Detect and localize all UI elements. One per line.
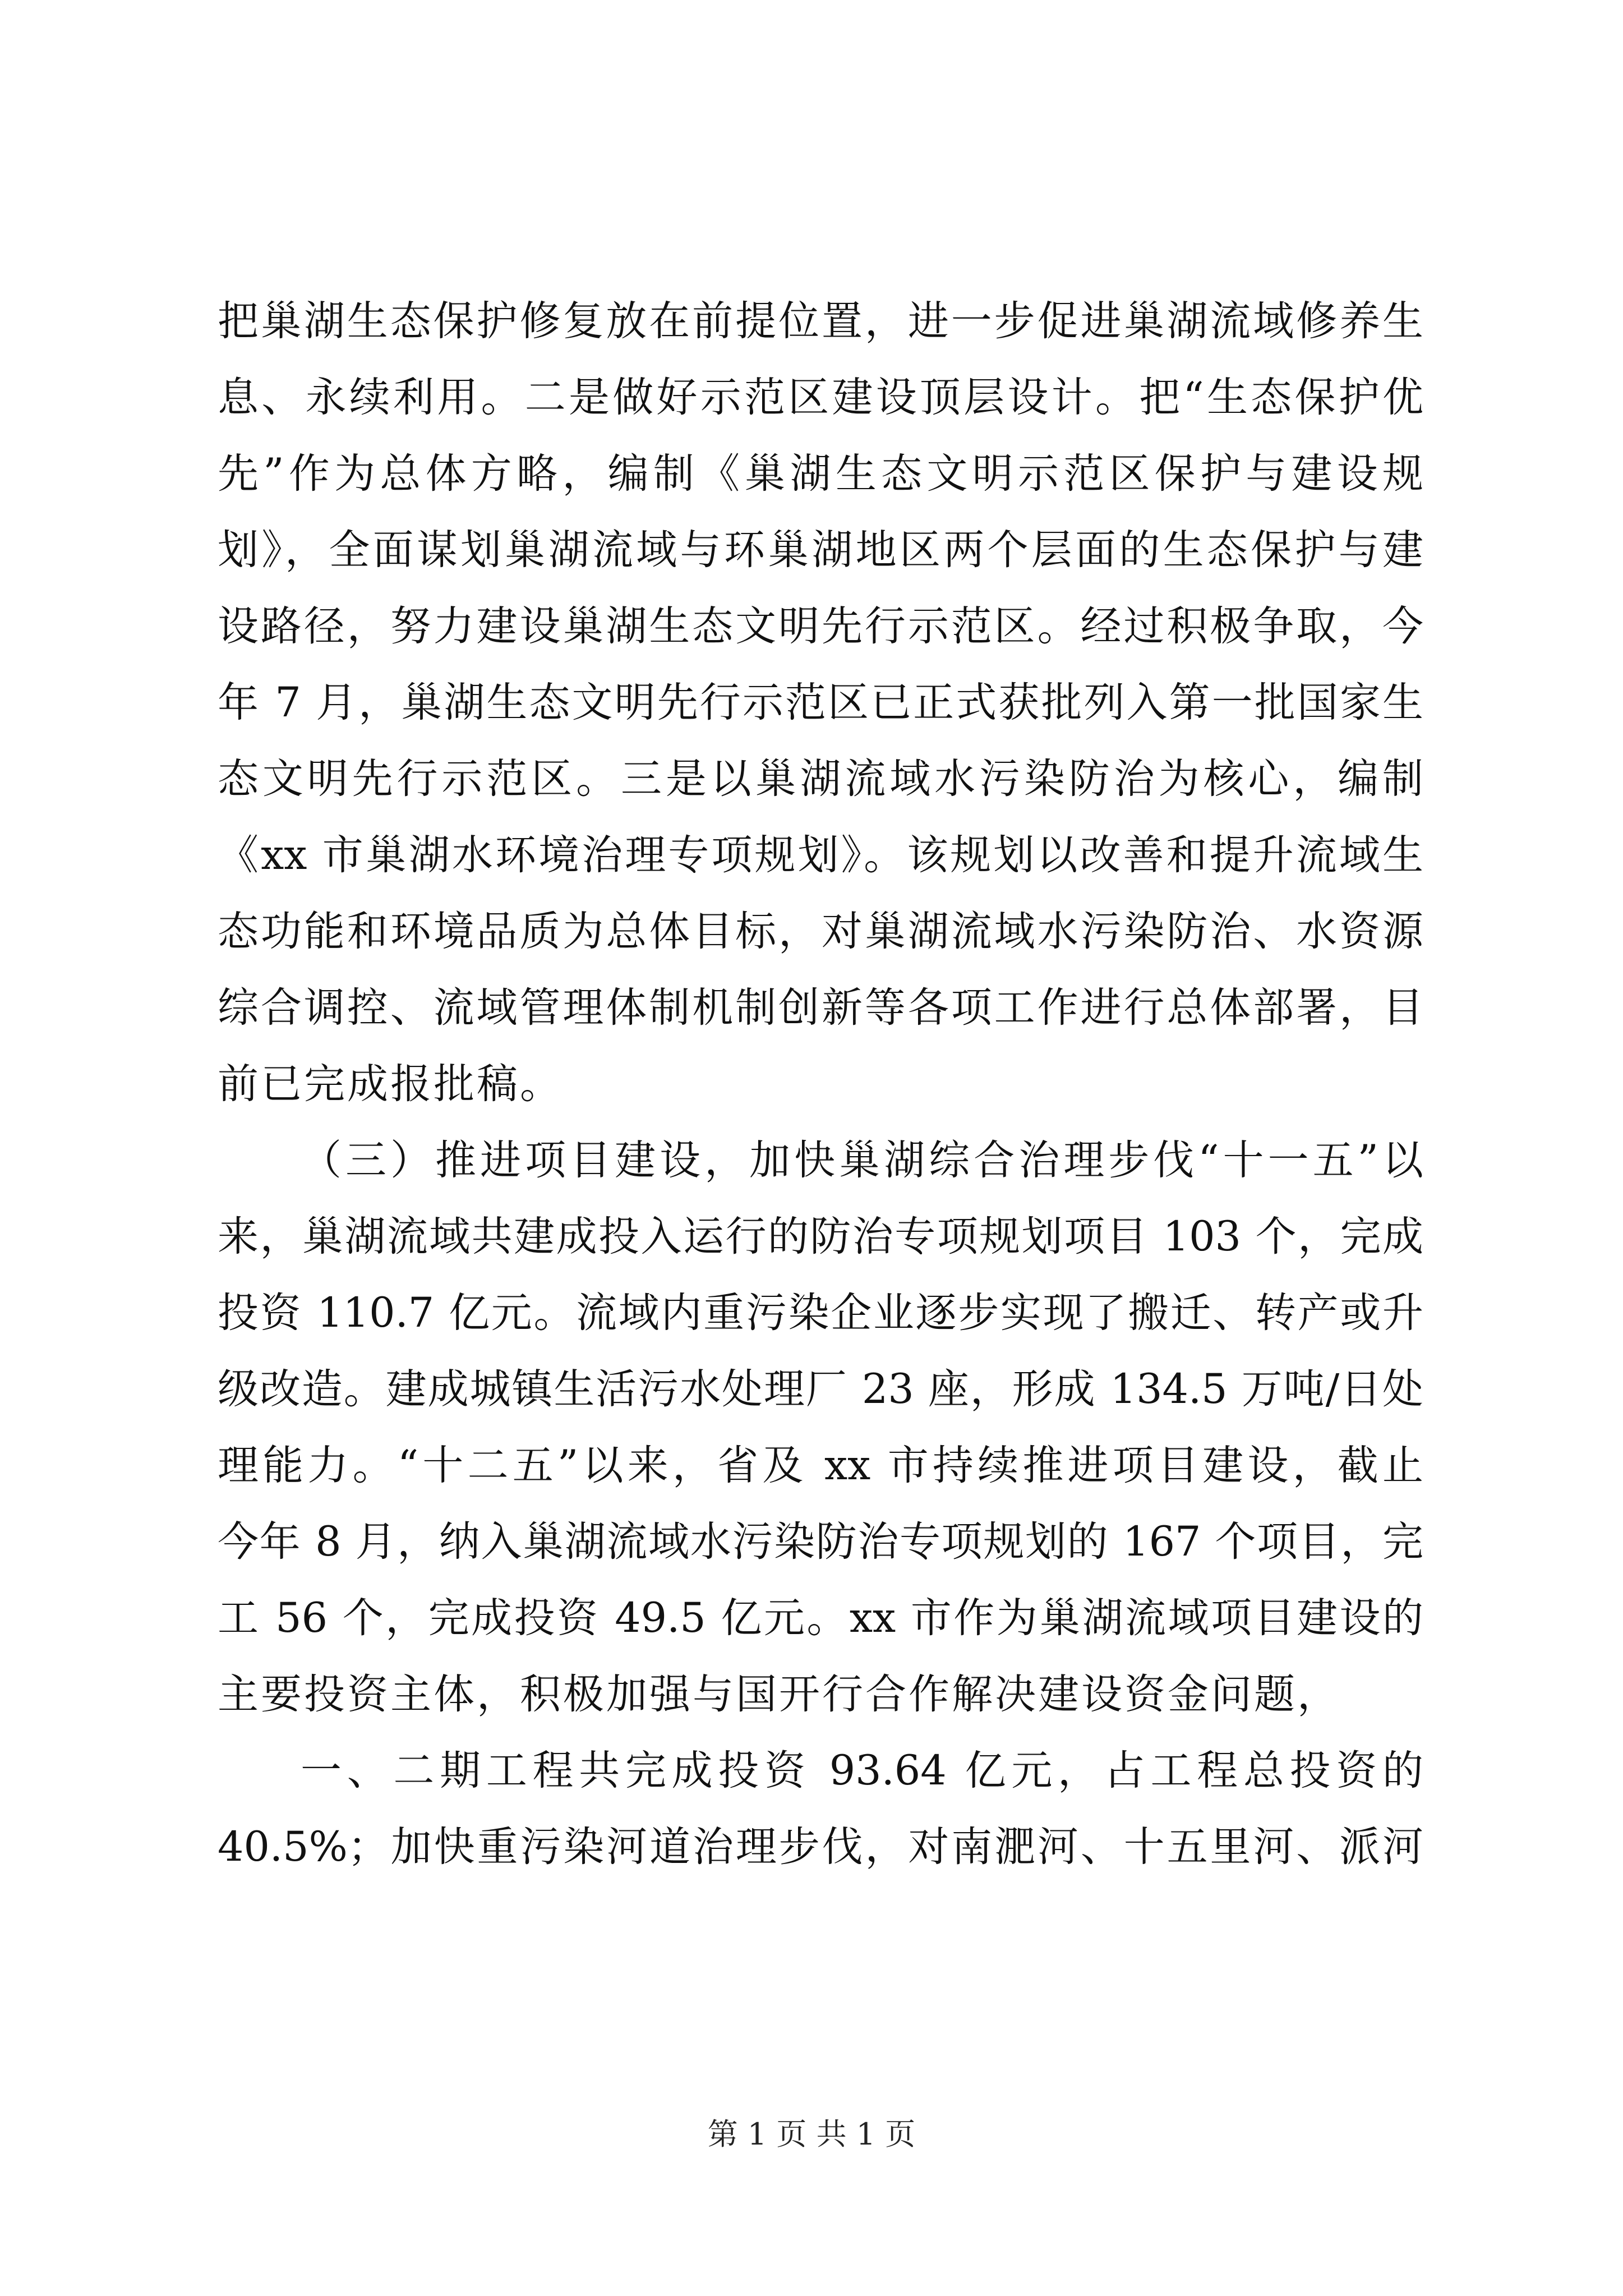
text-line: 前已完成报批稿。 [218, 1060, 563, 1108]
text-line: 级改造。建成城镇生活污水处理厂 23 座，形成 134.5 万吨/日处 [218, 1365, 1423, 1413]
section-heading-line: （三）推进项目建设，加快巢湖综合治理步伐“十一五”以 [301, 1137, 1423, 1184]
text-line: 态文明先行示范区。三是以巢湖流域水污染防治为核心，编制 [218, 755, 1423, 803]
text-line: 先”作为总体方略，编制《巢湖生态文明示范区保护与建设规 [218, 450, 1423, 498]
text-line: 把巢湖生态保护修复放在前提位置，进一步促进巢湖流域修养生 [218, 297, 1423, 345]
text-line: 工 56 个，完成投资 49.5 亿元。xx 市作为巢湖流域项目建设的 [218, 1594, 1423, 1642]
text-line: 息、永续利用。二是做好示范区建设顶层设计。把“生态保护优 [218, 374, 1423, 421]
text-line: 来，巢湖流域共建成投入运行的防治专项规划项目 103 个，完成 [218, 1213, 1423, 1260]
text-line: 主要投资主体，积极加强与国开行合作解决建设资金问题， [218, 1671, 1340, 1718]
page-number-footer: 第 1 页 共 1 页 [707, 2116, 916, 2152]
text-line: 《xx 市巢湖水环境治理专项规划》。该规划以改善和提升流域生 [218, 831, 1423, 879]
text-line: 40.5%；加快重污染河道治理步伐，对南淝河、十五里河、派河 [218, 1823, 1423, 1871]
text-line: 年 7 月，巢湖生态文明先行示范区已正式获批列入第一批国家生 [218, 679, 1423, 726]
text-line: 理能力。“十二五”以来，省及 xx 市持续推进项目建设，截止 [218, 1442, 1423, 1489]
text-line: 设路径，努力建设巢湖生态文明先行示范区。经过积极争取，今 [218, 602, 1423, 650]
text-line: 投资 110.7 亿元。流域内重污染企业逐步实现了搬迁、转产或升 [218, 1289, 1423, 1337]
text-line: 今年 8 月，纳入巢湖流域水污染防治专项规划的 167 个项目，完 [218, 1518, 1423, 1566]
text-line: 一、二期工程共完成投资 93.64 亿元，占工程总投资的 [301, 1747, 1423, 1795]
text-line: 综合调控、流域管理体制机制创新等各项工作进行总体部署，目 [218, 984, 1423, 1032]
text-line: 划》，全面谋划巢湖流域与环巢湖地区两个层面的生态保护与建 [218, 526, 1423, 574]
text-line: 态功能和环境品质为总体目标，对巢湖流域水污染防治、水资源 [218, 908, 1423, 955]
